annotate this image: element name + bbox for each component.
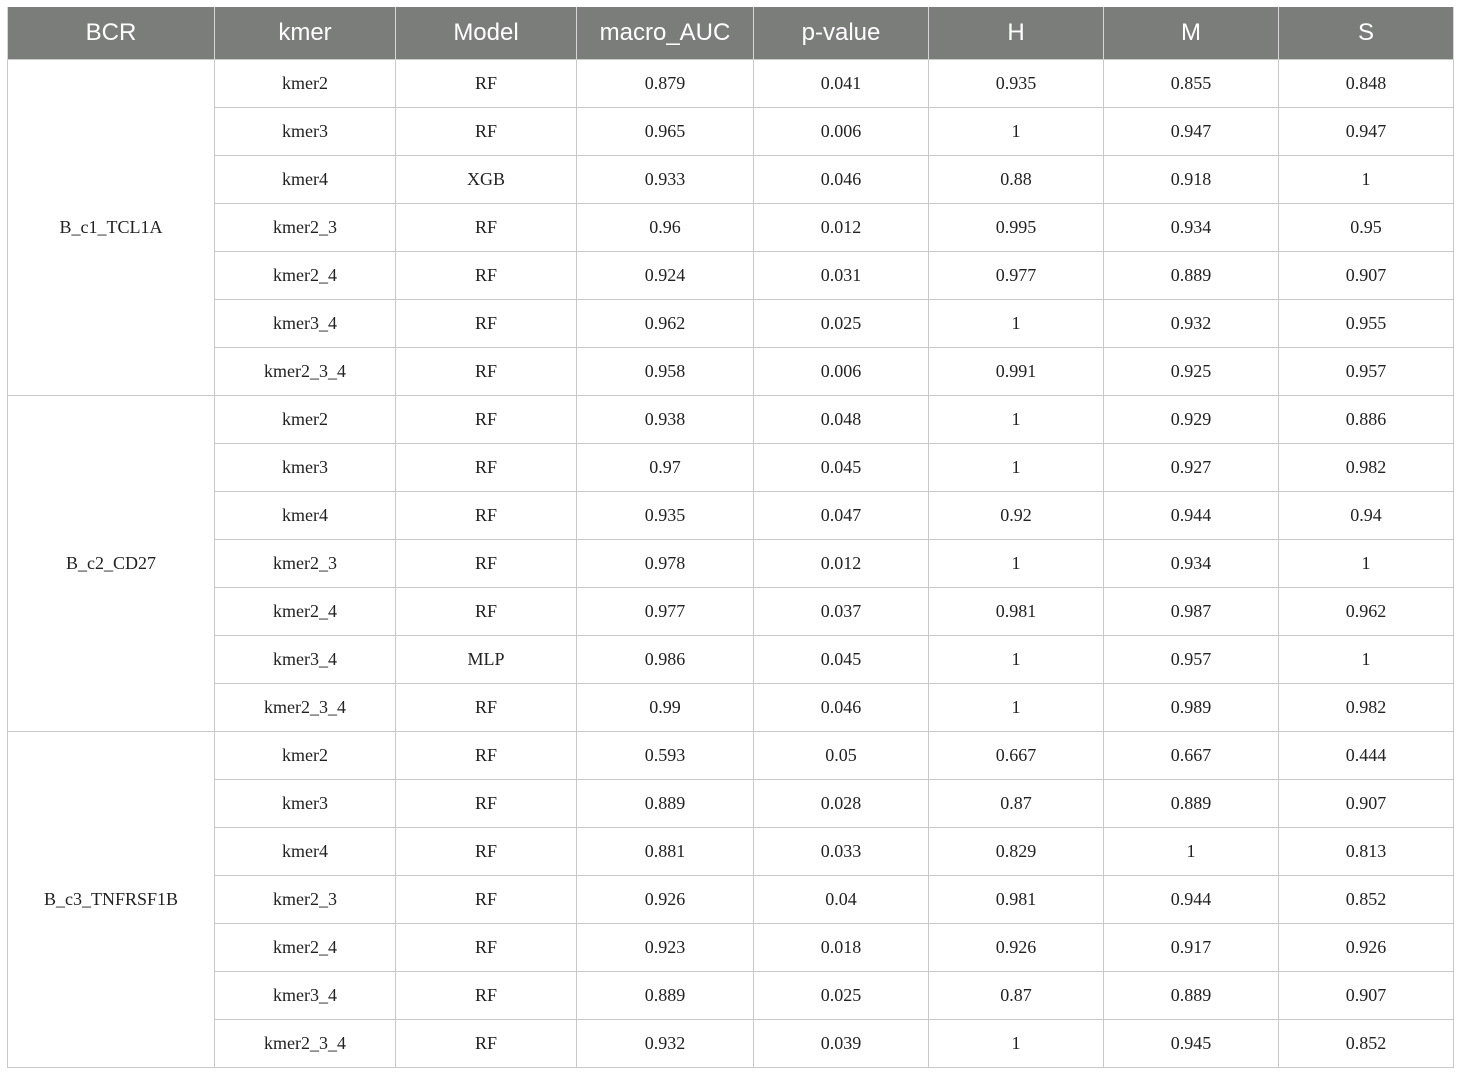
m-cell: 0.944 xyxy=(1104,492,1279,540)
macro-auc-cell: 0.879 xyxy=(577,60,754,108)
h-cell: 1 xyxy=(929,1020,1104,1068)
s-cell: 0.955 xyxy=(1279,300,1454,348)
macro-auc-cell: 0.935 xyxy=(577,492,754,540)
p-value-cell: 0.012 xyxy=(754,204,929,252)
s-cell: 0.982 xyxy=(1279,684,1454,732)
s-cell: 0.886 xyxy=(1279,396,1454,444)
s-cell: 0.957 xyxy=(1279,348,1454,396)
h-cell: 1 xyxy=(929,108,1104,156)
m-cell: 0.932 xyxy=(1104,300,1279,348)
table-row xyxy=(8,348,1454,396)
table-row xyxy=(8,780,1454,828)
m-cell: 0.929 xyxy=(1104,396,1279,444)
kmer-cell: kmer4 xyxy=(215,492,396,540)
table-row xyxy=(8,924,1454,972)
m-cell: 0.889 xyxy=(1104,972,1279,1020)
p-value-cell: 0.006 xyxy=(754,108,929,156)
results-table xyxy=(7,7,1454,1068)
macro-auc-cell: 0.986 xyxy=(577,636,754,684)
macro-auc-cell: 0.593 xyxy=(577,732,754,780)
table-row xyxy=(8,492,1454,540)
p-value-cell: 0.006 xyxy=(754,348,929,396)
p-value-cell: 0.04 xyxy=(754,876,929,924)
macro-auc-cell: 0.965 xyxy=(577,108,754,156)
p-value-cell: 0.045 xyxy=(754,444,929,492)
kmer-cell: kmer2_3_4 xyxy=(215,348,396,396)
p-value-cell: 0.046 xyxy=(754,684,929,732)
m-cell: 0.889 xyxy=(1104,780,1279,828)
model-cell: RF xyxy=(396,1020,577,1068)
table-row xyxy=(8,396,1454,444)
macro-auc-cell: 0.933 xyxy=(577,156,754,204)
h-cell: 0.92 xyxy=(929,492,1104,540)
macro-auc-cell: 0.96 xyxy=(577,204,754,252)
p-value-cell: 0.025 xyxy=(754,972,929,1020)
model-cell: XGB xyxy=(396,156,577,204)
header-kmer: kmer xyxy=(215,7,396,60)
s-cell: 0.852 xyxy=(1279,1020,1454,1068)
model-cell: RF xyxy=(396,972,577,1020)
table-row xyxy=(8,1020,1454,1068)
bcr-group-cell: B_c2_CD27 xyxy=(8,396,215,732)
kmer-cell: kmer3 xyxy=(215,444,396,492)
table-row xyxy=(8,204,1454,252)
h-cell: 0.667 xyxy=(929,732,1104,780)
table-row xyxy=(8,972,1454,1020)
m-cell: 0.667 xyxy=(1104,732,1279,780)
model-cell: RF xyxy=(396,588,577,636)
kmer-cell: kmer2_3 xyxy=(215,540,396,588)
kmer-cell: kmer2_4 xyxy=(215,924,396,972)
model-cell: RF xyxy=(396,252,577,300)
macro-auc-cell: 0.938 xyxy=(577,396,754,444)
m-cell: 0.917 xyxy=(1104,924,1279,972)
s-cell: 0.813 xyxy=(1279,828,1454,876)
s-cell: 0.907 xyxy=(1279,780,1454,828)
s-cell: 1 xyxy=(1279,636,1454,684)
p-value-cell: 0.018 xyxy=(754,924,929,972)
m-cell: 0.934 xyxy=(1104,540,1279,588)
macro-auc-cell: 0.958 xyxy=(577,348,754,396)
kmer-cell: kmer4 xyxy=(215,156,396,204)
s-cell: 1 xyxy=(1279,156,1454,204)
p-value-cell: 0.031 xyxy=(754,252,929,300)
model-cell: RF xyxy=(396,540,577,588)
kmer-cell: kmer3_4 xyxy=(215,300,396,348)
model-cell: RF xyxy=(396,396,577,444)
p-value-cell: 0.05 xyxy=(754,732,929,780)
kmer-cell: kmer3_4 xyxy=(215,636,396,684)
p-value-cell: 0.025 xyxy=(754,300,929,348)
s-cell: 0.848 xyxy=(1279,60,1454,108)
macro-auc-cell: 0.97 xyxy=(577,444,754,492)
s-cell: 0.907 xyxy=(1279,252,1454,300)
s-cell: 0.926 xyxy=(1279,924,1454,972)
bcr-group-cell: B_c3_TNFRSF1B xyxy=(8,732,215,1068)
kmer-cell: kmer3 xyxy=(215,780,396,828)
p-value-cell: 0.046 xyxy=(754,156,929,204)
table-row xyxy=(8,444,1454,492)
h-cell: 0.829 xyxy=(929,828,1104,876)
h-cell: 0.87 xyxy=(929,780,1104,828)
p-value-cell: 0.012 xyxy=(754,540,929,588)
m-cell: 0.934 xyxy=(1104,204,1279,252)
kmer-cell: kmer2_3_4 xyxy=(215,1020,396,1068)
m-cell: 0.889 xyxy=(1104,252,1279,300)
macro-auc-cell: 0.889 xyxy=(577,972,754,1020)
h-cell: 0.981 xyxy=(929,588,1104,636)
s-cell: 0.907 xyxy=(1279,972,1454,1020)
table-body xyxy=(8,60,1454,1068)
model-cell: RF xyxy=(396,876,577,924)
macro-auc-cell: 0.962 xyxy=(577,300,754,348)
s-cell: 1 xyxy=(1279,540,1454,588)
h-cell: 1 xyxy=(929,684,1104,732)
s-cell: 0.95 xyxy=(1279,204,1454,252)
h-cell: 1 xyxy=(929,540,1104,588)
table-row xyxy=(8,732,1454,780)
h-cell: 0.926 xyxy=(929,924,1104,972)
model-cell: RF xyxy=(396,492,577,540)
m-cell: 0.855 xyxy=(1104,60,1279,108)
macro-auc-cell: 0.932 xyxy=(577,1020,754,1068)
h-cell: 1 xyxy=(929,396,1104,444)
s-cell: 0.94 xyxy=(1279,492,1454,540)
header-h: H xyxy=(929,7,1104,60)
s-cell: 0.982 xyxy=(1279,444,1454,492)
p-value-cell: 0.039 xyxy=(754,1020,929,1068)
table-row xyxy=(8,876,1454,924)
header-m: M xyxy=(1104,7,1279,60)
kmer-cell: kmer2 xyxy=(215,60,396,108)
table-row xyxy=(8,108,1454,156)
table-row xyxy=(8,540,1454,588)
macro-auc-cell: 0.978 xyxy=(577,540,754,588)
macro-auc-cell: 0.889 xyxy=(577,780,754,828)
table-row xyxy=(8,60,1454,108)
header-model: Model xyxy=(396,7,577,60)
m-cell: 0.925 xyxy=(1104,348,1279,396)
m-cell: 0.918 xyxy=(1104,156,1279,204)
s-cell: 0.947 xyxy=(1279,108,1454,156)
model-cell: RF xyxy=(396,444,577,492)
table-row xyxy=(8,828,1454,876)
h-cell: 0.935 xyxy=(929,60,1104,108)
kmer-cell: kmer2_4 xyxy=(215,588,396,636)
table-row xyxy=(8,300,1454,348)
table-row xyxy=(8,252,1454,300)
h-cell: 0.991 xyxy=(929,348,1104,396)
macro-auc-cell: 0.926 xyxy=(577,876,754,924)
model-cell: RF xyxy=(396,348,577,396)
p-value-cell: 0.033 xyxy=(754,828,929,876)
header-bcr: BCR xyxy=(8,7,215,60)
m-cell: 1 xyxy=(1104,828,1279,876)
s-cell: 0.962 xyxy=(1279,588,1454,636)
kmer-cell: kmer2 xyxy=(215,732,396,780)
s-cell: 0.852 xyxy=(1279,876,1454,924)
m-cell: 0.944 xyxy=(1104,876,1279,924)
kmer-cell: kmer2_3 xyxy=(215,204,396,252)
bcr-group-cell: B_c1_TCL1A xyxy=(8,60,215,396)
macro-auc-cell: 0.881 xyxy=(577,828,754,876)
table-row xyxy=(8,684,1454,732)
kmer-cell: kmer4 xyxy=(215,828,396,876)
macro-auc-cell: 0.99 xyxy=(577,684,754,732)
model-cell: MLP xyxy=(396,636,577,684)
model-cell: RF xyxy=(396,828,577,876)
m-cell: 0.927 xyxy=(1104,444,1279,492)
kmer-cell: kmer3_4 xyxy=(215,972,396,1020)
macro-auc-cell: 0.923 xyxy=(577,924,754,972)
h-cell: 1 xyxy=(929,300,1104,348)
macro-auc-cell: 0.924 xyxy=(577,252,754,300)
model-cell: RF xyxy=(396,108,577,156)
kmer-cell: kmer2 xyxy=(215,396,396,444)
m-cell: 0.989 xyxy=(1104,684,1279,732)
p-value-cell: 0.041 xyxy=(754,60,929,108)
kmer-cell: kmer3 xyxy=(215,108,396,156)
m-cell: 0.987 xyxy=(1104,588,1279,636)
h-cell: 1 xyxy=(929,444,1104,492)
p-value-cell: 0.028 xyxy=(754,780,929,828)
table-header xyxy=(8,7,1454,60)
m-cell: 0.957 xyxy=(1104,636,1279,684)
model-cell: RF xyxy=(396,60,577,108)
kmer-cell: kmer2_3 xyxy=(215,876,396,924)
p-value-cell: 0.048 xyxy=(754,396,929,444)
header-s: S xyxy=(1279,7,1454,60)
model-cell: RF xyxy=(396,300,577,348)
macro-auc-cell: 0.977 xyxy=(577,588,754,636)
kmer-cell: kmer2_3_4 xyxy=(215,684,396,732)
h-cell: 0.87 xyxy=(929,972,1104,1020)
h-cell: 1 xyxy=(929,636,1104,684)
table-row xyxy=(8,636,1454,684)
table-row xyxy=(8,588,1454,636)
header-macro-auc: macro_AUC xyxy=(577,7,754,60)
model-cell: RF xyxy=(396,732,577,780)
h-cell: 0.88 xyxy=(929,156,1104,204)
model-cell: RF xyxy=(396,684,577,732)
table-row xyxy=(8,156,1454,204)
kmer-cell: kmer2_4 xyxy=(215,252,396,300)
s-cell: 0.444 xyxy=(1279,732,1454,780)
p-value-cell: 0.037 xyxy=(754,588,929,636)
header-row xyxy=(8,7,1454,60)
p-value-cell: 0.045 xyxy=(754,636,929,684)
h-cell: 0.977 xyxy=(929,252,1104,300)
model-cell: RF xyxy=(396,204,577,252)
model-cell: RF xyxy=(396,924,577,972)
h-cell: 0.995 xyxy=(929,204,1104,252)
header-p-value: p-value xyxy=(754,7,929,60)
m-cell: 0.945 xyxy=(1104,1020,1279,1068)
h-cell: 0.981 xyxy=(929,876,1104,924)
p-value-cell: 0.047 xyxy=(754,492,929,540)
m-cell: 0.947 xyxy=(1104,108,1279,156)
model-cell: RF xyxy=(396,780,577,828)
